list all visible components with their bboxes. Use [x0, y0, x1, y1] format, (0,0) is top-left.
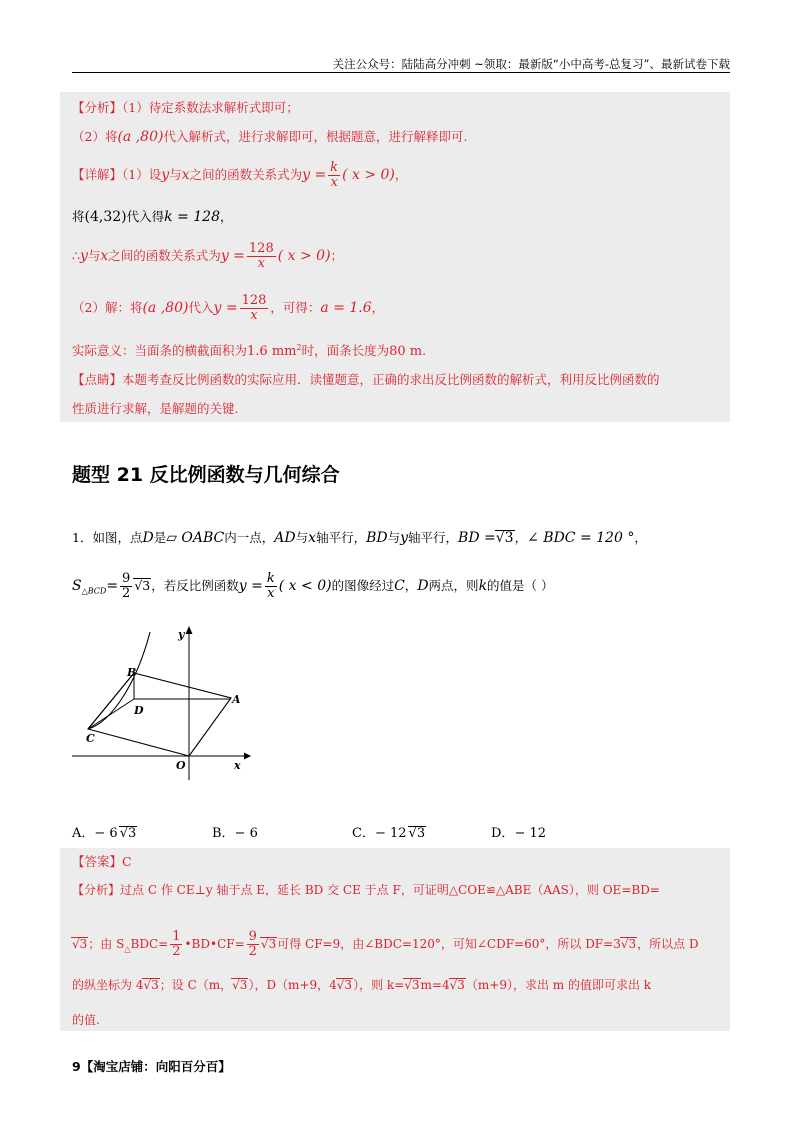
radicand: 3 [411, 978, 420, 992]
var-y: y [400, 530, 409, 546]
radicand: 3 [268, 937, 277, 951]
label-B: B [127, 666, 137, 679]
detail-text: 时，面条长度为 [301, 343, 390, 359]
analysis-text: ），D（m+9，4 [248, 978, 337, 992]
fraction-128-over-x [240, 294, 269, 324]
analysis-text: BDC= [130, 937, 169, 951]
analysis-tag: 【分析】 [72, 100, 123, 115]
choice-C [352, 822, 426, 841]
sqrt-3: √3 [495, 530, 514, 546]
radicand: 3 [142, 578, 151, 593]
x-axis-arrow [244, 753, 251, 760]
subscript: △ [124, 944, 131, 954]
segment-BC [88, 673, 134, 729]
punctuation: ， [634, 530, 647, 545]
numerator: 9 [122, 570, 131, 586]
detail-text: （1）设 [122, 167, 162, 182]
analysis-line-2 [72, 130, 467, 144]
numerator: 128 [248, 240, 274, 256]
numerator: 128 [241, 292, 267, 308]
punctuation: ， [219, 209, 233, 224]
label-y: y [178, 628, 185, 641]
area-subscript: △BCD [81, 586, 107, 596]
detail-text: （2）解：将 [72, 300, 143, 315]
comment-text: 本题考查反比例函数的实际应用．读懂题意，正确的求出反比例函数的解析式，利用反比例函数的 [122, 372, 660, 387]
label-x: x [234, 759, 241, 772]
segment-BD: BD [366, 530, 388, 546]
page-header: 关注公众号：陆陆高分冲刺 ~领取：最新版“小中高考-总复习”、最新试卷下载 [332, 57, 730, 71]
detail-text: 代入 [188, 300, 214, 315]
answer-value: C [122, 854, 132, 869]
var-x: x [181, 167, 190, 183]
segment-CD [88, 699, 134, 729]
sqrt-3: √3 [408, 826, 426, 841]
radicand: 3 [79, 937, 88, 951]
var-y: y [161, 167, 170, 183]
detail-line-1 [72, 160, 407, 190]
equation-lhs: y = [238, 578, 263, 594]
fraction-k-over-x [328, 161, 340, 191]
fraction-1-over-2 [170, 930, 182, 960]
radicand: 3 [504, 530, 514, 546]
denominator: 2 [172, 944, 181, 959]
sqrt-3: √3 [232, 978, 248, 992]
analysis2-line-3 [72, 978, 651, 992]
y-axis-arrow [186, 626, 193, 634]
detail-text: 代入得 [126, 209, 165, 224]
analysis-text: ；由 S [88, 937, 125, 951]
footer-text: 【淘宝店铺：向阳百分百】 [80, 1059, 231, 1074]
choice-value: − 12 [514, 826, 547, 841]
fraction-9-over-2 [120, 572, 132, 602]
answer-line [72, 856, 132, 869]
choice-value: − 6 [234, 826, 258, 841]
length-value: 80 m [389, 344, 423, 360]
domain-condition: ( x < 0) [278, 578, 332, 594]
sqrt-3: √3 [72, 937, 88, 951]
point-a-80: (a ,80) [142, 300, 189, 316]
area-value: 1.6 mm [247, 344, 297, 360]
detail-text: 之间的函数关系式为 [189, 167, 303, 182]
equation-lhs: y = [302, 167, 327, 183]
comment-line-1 [72, 374, 660, 387]
angle-BDC: ∠ BDC = 120 ° [527, 530, 635, 546]
fraction-128-over-x [247, 242, 276, 272]
question-line-2 [72, 568, 554, 610]
detail-line-5 [72, 344, 426, 358]
detail-line-2 [72, 210, 233, 224]
choice-letter: C． [352, 826, 375, 841]
choice-value: − 6 [94, 826, 118, 841]
question-text: 1．如图，点 [72, 530, 143, 545]
fraction-9-over-2 [247, 930, 259, 960]
label-A: A [232, 693, 241, 706]
analysis-text: 代入解析式，进行求解即可，根据题意，进行解释即可. [163, 129, 468, 144]
analysis-text: ），则 k= [353, 978, 405, 992]
choice-value: − 12 [374, 826, 407, 841]
point-4-32: (4,32) [84, 209, 127, 225]
sqrt-3: √3 [449, 978, 465, 992]
section-title: 题型 21 反比例函数与几何综合 [72, 464, 340, 486]
analysis-tag: 【分析】 [72, 883, 121, 897]
parallelogram-OABC: ▱ OABC [166, 530, 225, 546]
analysis-text: 的纵坐标为 4 [72, 978, 144, 992]
question-line-1 [72, 528, 647, 546]
analysis2-line-2 [72, 928, 699, 965]
denominator: 2 [248, 944, 257, 959]
detail-line-4 [72, 290, 384, 326]
point-D: D [417, 578, 429, 594]
comment-line-2: 性质进行求解，是解题的关键. [72, 401, 239, 416]
var-x: x [308, 530, 317, 546]
choice-letter: D． [491, 826, 515, 841]
radicand: 3 [239, 978, 248, 992]
sqrt-3: √3 [404, 978, 420, 992]
analysis-text: m=4 [420, 978, 450, 992]
punctuation: ， [371, 300, 385, 315]
page-number: 9 [72, 1059, 81, 1074]
analysis-text: （1）待定系数法求解析式即可； [122, 100, 299, 115]
therefore-symbol: ∴ [72, 248, 80, 263]
question-text: ，若反比例函数 [151, 578, 239, 593]
analysis-text: •BD•CF= [184, 937, 245, 951]
analysis2-line-4: 的值. [72, 1013, 100, 1027]
denominator: 2 [122, 586, 131, 601]
equation-lhs: y = [220, 248, 245, 264]
choice-letter: B． [212, 826, 235, 841]
question-text: 轴平行， [316, 530, 367, 545]
analysis2-line-1 [72, 884, 660, 896]
detail-text: 实际意义：当面条的横截面积为 [72, 343, 248, 359]
choice-A [72, 822, 137, 841]
denominator: x [330, 175, 338, 190]
radicand: 3 [151, 978, 159, 992]
analysis-text: （2）将 [72, 129, 118, 144]
choice-letter: A． [72, 826, 95, 841]
label-C: C [86, 732, 95, 745]
segment-AD: AD [274, 530, 296, 546]
superscript: 2 [296, 343, 302, 352]
label-O: O [176, 759, 186, 772]
analysis-line-1 [72, 102, 299, 115]
denominator: x [257, 256, 265, 271]
analysis-text: （m+9），求出 m 的值即可求出 k [465, 978, 652, 992]
answer-tag: 【答案】 [72, 854, 123, 869]
detail-text: 与 [87, 248, 101, 263]
numerator: 1 [172, 928, 181, 944]
sqrt-3: √3 [260, 937, 277, 951]
radicand: 3 [127, 826, 137, 841]
detail-text: ，可得： [270, 300, 321, 315]
point-C: C [394, 578, 405, 594]
fraction-k-over-x [265, 572, 277, 602]
question-text: 的值是（ ） [487, 578, 554, 593]
analysis-text: ；设 C（m， [159, 978, 233, 992]
punctuation: ， [404, 578, 418, 593]
a-value: a = 1.6 [320, 300, 372, 316]
domain-condition: ( x > 0) [277, 248, 331, 264]
detail-text: 将 [72, 209, 85, 224]
detail-tag: 【详解】 [72, 167, 123, 182]
denominator: x [250, 308, 258, 323]
sqrt-3: √3 [143, 978, 159, 992]
denominator: x [267, 586, 275, 601]
choice-D [491, 822, 546, 841]
analysis-text: ，所以点 D [637, 937, 699, 951]
point-a-80: (a ,80) [117, 129, 164, 145]
punctuation: . [422, 343, 427, 359]
var-x: x [100, 248, 109, 264]
header-rule [72, 72, 730, 73]
choice-B [212, 822, 258, 841]
point-D: D [142, 530, 154, 546]
comment-tag: 【点睛】 [72, 372, 123, 387]
sqrt-3: √3 [620, 937, 637, 951]
equals: = [106, 578, 119, 594]
question-text: 两点，则 [428, 578, 479, 593]
var-y: y [79, 248, 88, 264]
equation-lhs: y = [213, 300, 238, 316]
analysis-text: 过点 C 作 CE⊥y 轴于点 E，延长 BD 交 CE 于点 F，可证明△COE≌△ABE（AAS），则 OE=BD= [120, 883, 660, 897]
radicand: 3 [344, 978, 353, 992]
k-value: k = 128 [164, 209, 220, 225]
punctuation: ， [514, 530, 528, 545]
detail-line-3 [72, 238, 343, 274]
detail-text: 与 [169, 167, 182, 182]
label-D: D [134, 704, 144, 717]
domain-condition: ( x > 0) [342, 167, 395, 183]
bd-equation: BD = [458, 530, 496, 546]
radicand: 3 [628, 937, 637, 951]
punctuation: ， [394, 167, 408, 182]
sqrt-3: √3 [134, 578, 151, 593]
radicand: 3 [416, 826, 426, 841]
question-text: 内一点， [224, 530, 275, 545]
sqrt-3: √3 [336, 978, 353, 992]
var-k: k [478, 578, 488, 594]
radicand: 3 [457, 978, 465, 992]
question-text: 与 [295, 530, 309, 545]
analysis-text: 可得 CF=9，由∠BDC=120°，可知∠CDF=60°，所以 DF=3 [277, 937, 621, 951]
numerator: k [330, 159, 339, 175]
page-footer [72, 1057, 231, 1075]
geometry-figure [72, 622, 262, 782]
punctuation: ； [330, 248, 344, 263]
numerator: k [266, 570, 275, 586]
question-text: 轴平行， [408, 530, 459, 545]
question-text: 的图像经过 [331, 578, 395, 593]
area-symbol: S [72, 578, 82, 594]
question-text: 是 [153, 530, 167, 545]
numerator: 9 [248, 928, 257, 944]
sqrt-3: √3 [119, 826, 137, 841]
detail-text: 之间的函数关系式为 [108, 248, 221, 263]
question-text: 与 [387, 530, 401, 545]
